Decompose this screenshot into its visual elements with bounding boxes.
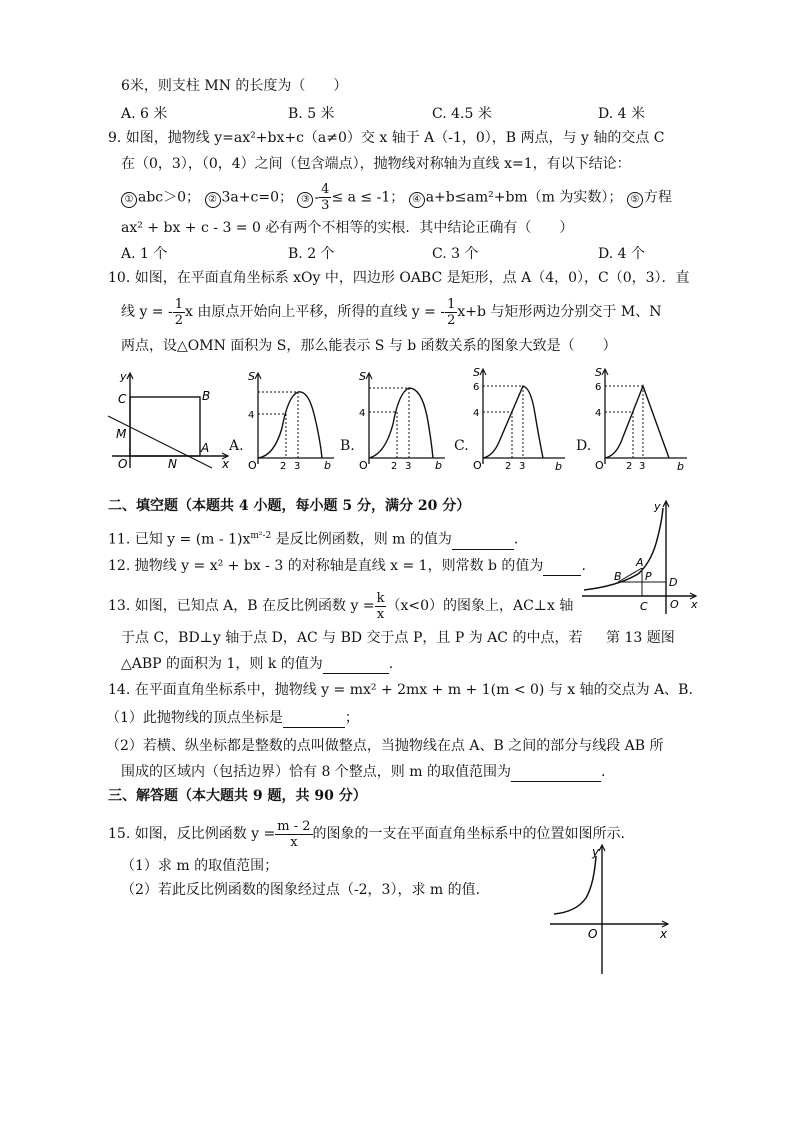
label-o: O <box>248 459 257 472</box>
label-s: S <box>359 370 366 383</box>
q9-c3-pre: - <box>314 189 320 206</box>
q9-c3-frac <box>319 182 331 213</box>
label-c: C <box>118 392 127 406</box>
q15-part1: （1）求 m 的取值范围； <box>121 858 279 874</box>
q9-option-c[interactable]: C. 3 个 <box>432 246 479 262</box>
tick-4: 4 <box>595 408 602 419</box>
q9-c4: a+b≤am²+bm（m 为实数）； <box>425 189 623 206</box>
q10-line2-c: x+b 与矩形两边分别交于 M、N <box>457 304 662 320</box>
q10-graph-d <box>591 364 691 474</box>
q9-c3-post: ≤ a ≤ -1； <box>331 189 405 206</box>
q10-frac-2 <box>445 297 457 328</box>
segment-ab <box>618 568 642 582</box>
label-o: O <box>118 457 128 471</box>
section3-title: 三、解答题（本大题共 9 题，共 90 分） <box>108 788 367 804</box>
label-b: b <box>324 459 331 472</box>
label-n: N <box>168 457 177 471</box>
frac-num: m - 2 <box>277 818 311 834</box>
q13-pre: 13. 如图，已知点 A，B 在反比例函数 y = <box>108 598 375 614</box>
q14-part3 <box>121 762 794 782</box>
q8-option-d[interactable]: D. 4 米 <box>598 106 645 122</box>
mark-3: ③ <box>297 192 313 208</box>
q11-pre: 11. 已知 y = (m - 1)x <box>108 531 251 548</box>
label-y: y <box>120 370 127 383</box>
q10-line1: 10. 如图，在平面直角坐标系 xOy 中，四边形 OABC 是矩形，点 A（4，0），C（0，3）．直 <box>108 270 690 286</box>
q14-p3-end: . <box>600 764 606 780</box>
label-d: D <box>669 576 678 589</box>
label-x: x <box>691 598 698 611</box>
q15-figure <box>548 842 672 978</box>
curve <box>369 388 433 458</box>
q8-option-b[interactable]: B. 5 米 <box>288 106 335 122</box>
label-b: B <box>202 389 211 403</box>
q10-option-b[interactable]: B. <box>340 438 355 454</box>
q9-c1: abc＞0； <box>138 189 201 206</box>
q14-p3: 围成的区域内（包括边界）恰有 8 个整点，则 m 的取值范围为 <box>121 764 511 780</box>
q11-end: . <box>513 531 519 548</box>
label-b: b <box>677 460 684 473</box>
label-m: M <box>116 427 127 441</box>
q15-post: 的图象的一支在平面直角坐标系中的位置如图所示. <box>312 826 625 842</box>
curve <box>605 386 669 458</box>
q12-answer-blank[interactable] <box>543 561 581 576</box>
label-o: O <box>595 459 604 472</box>
label-o: O <box>588 927 598 941</box>
q9-line1: 9. 如图，抛物线 y=ax²+bx+c（a≠0）交 x 轴于 A（-1，0），B 两点，与 y 轴的交点 C <box>108 130 665 146</box>
q10-line3: 两点，设△OMN 面积为 S，那么能表示 S 与 b 函数关系的图象大致是（ ） <box>121 338 617 354</box>
q9-conclusions <box>121 182 794 213</box>
q13-post: （x<0）的图象上，AC⊥x 轴 <box>386 598 574 614</box>
tick-3: 3 <box>294 461 301 472</box>
frac-num: 1 <box>447 296 456 312</box>
q10-option-a[interactable]: A. <box>229 438 244 454</box>
q10-option-c[interactable]: C. <box>454 438 469 454</box>
curve <box>258 392 322 458</box>
label-y: y <box>592 845 600 859</box>
label-a: A <box>636 556 644 569</box>
q14-p1-blank[interactable] <box>283 713 345 728</box>
frac-den: 3 <box>321 198 330 213</box>
q8-tail: 6米，则支柱 MN 的长度为（ ） <box>121 78 348 94</box>
q10-line2-a: 线 y = - <box>121 304 173 320</box>
tick-4: 4 <box>359 408 366 419</box>
mark-4: ④ <box>409 192 425 208</box>
q11-answer-blank[interactable] <box>452 535 514 550</box>
tick-3: 3 <box>639 461 646 472</box>
q8-option-c[interactable]: C. 4.5 米 <box>432 106 492 122</box>
frac-num: 4 <box>321 182 330 197</box>
tick-2: 2 <box>505 461 512 472</box>
hyperbola-branch <box>554 856 596 914</box>
label-a: A <box>201 441 210 455</box>
label-o: O <box>473 459 482 472</box>
q11-post: 是反比例函数，则 m 的值为 <box>271 531 452 548</box>
q13-end: . <box>388 656 394 672</box>
q9-option-a[interactable]: A. 1 个 <box>121 246 168 262</box>
q13-caption: 第 13 题图 <box>606 630 675 646</box>
frac-den: x <box>376 606 385 622</box>
q10-line2 <box>121 296 794 328</box>
rectangle-oabc <box>130 397 200 456</box>
label-y: y <box>654 500 661 513</box>
q10-rectangle-figure <box>104 368 234 474</box>
tick-4: 4 <box>473 408 480 419</box>
q8-option-a[interactable]: A. 6 米 <box>121 106 168 122</box>
q12-pre: 12. 抛物线 y = x² + bx - 3 的对称轴是直线 x = 1，则常数 b 的值为 <box>108 558 544 574</box>
q13-line3-text: △ABP 的面积为 1，则 k 的值为 <box>121 656 323 672</box>
curve <box>483 386 543 458</box>
q14-part2: （2）若横、纵坐标都是整数的点叫做整点，当抛物线在点 A、B 之间的部分与线段 AB 所 <box>106 738 664 754</box>
q13-answer-blank[interactable] <box>323 659 389 674</box>
q10-frac-1 <box>173 297 185 328</box>
frac-den: 2 <box>447 312 456 328</box>
label-s: S <box>248 370 255 383</box>
mark-2: ② <box>205 192 221 208</box>
q14-p3-blank[interactable] <box>511 767 601 782</box>
tick-2: 2 <box>280 461 287 472</box>
q9-line4: ax² + bx + c - 3 = 0 必有两个不相等的实根．其中结论正确有（ ） <box>121 220 574 236</box>
section2-title: 二、填空题（本题共 4 小题，每小题 5 分，满分 20 分） <box>108 498 471 514</box>
tick-3: 3 <box>519 461 526 472</box>
mark-1: ① <box>121 192 137 208</box>
mark-5: ⑤ <box>627 192 643 208</box>
label-o: O <box>670 598 679 611</box>
label-b: b <box>555 460 562 473</box>
label-s: S <box>473 366 480 379</box>
q15-part2: （2）若此反比例函数的图象经过点（-2，3），求 m 的值. <box>121 882 481 898</box>
q10-graph-a <box>244 368 339 474</box>
frac-den: x <box>290 834 298 850</box>
label-b: b <box>435 459 442 472</box>
q14-p1: （1）此抛物线的顶点坐标是 <box>106 710 283 726</box>
label-c: C <box>640 600 648 613</box>
q9-option-b[interactable]: B. 2 个 <box>288 246 335 262</box>
q10-line2-b: x 由原点开始向上平移，所得的直线 y = - <box>185 304 446 320</box>
q13-frac <box>375 591 387 622</box>
q13-line2: 于点 C，BD⊥y 轴于点 D，AC 与 BD 交于点 P，且 P 为 AC 的中点，若 <box>121 630 583 646</box>
frac-num: k <box>376 590 385 606</box>
q10-option-d[interactable]: D. <box>576 438 592 454</box>
q14-line1: 14. 在平面直角坐标系中，抛物线 y = mx² + 2mx + m + 1(m < 0) 与 x 轴的交点为 A、B. <box>108 682 693 698</box>
label-p: P <box>645 570 652 583</box>
tick-3: 3 <box>405 461 412 472</box>
q9-line2: 在（0，3），（0，4）之间（包含端点），抛物线对称轴为直线 x=1，有以下结论： <box>121 156 631 172</box>
label-s: S <box>595 366 602 379</box>
q9-c2: 3a+c=0； <box>221 189 293 206</box>
label-o: O <box>359 459 368 472</box>
frac-den: 2 <box>174 312 184 328</box>
q9-c5: 方程 <box>643 189 672 206</box>
label-x: x <box>222 457 230 471</box>
tick-4: 4 <box>248 410 255 421</box>
q14-part1 <box>106 708 794 728</box>
label-b: B <box>614 570 622 583</box>
q13-line3 <box>121 654 794 674</box>
q12-end: . <box>581 558 586 574</box>
tick-6: 6 <box>473 382 480 393</box>
q9-option-d[interactable]: D. 4 个 <box>598 246 645 262</box>
q10-graph-c <box>469 364 569 474</box>
q10-graph-b <box>355 368 450 474</box>
q11-exp: m²-2 <box>250 531 272 541</box>
q13-figure <box>578 496 702 616</box>
frac-num: 1 <box>174 296 184 312</box>
tick-2: 2 <box>391 461 398 472</box>
tick-6: 6 <box>595 382 602 393</box>
q15-pre: 15. 如图，反比例函数 y = <box>108 826 276 842</box>
q15-frac <box>275 819 312 850</box>
label-x: x <box>660 927 668 941</box>
q15-line1 <box>108 818 794 850</box>
tick-2: 2 <box>626 461 633 472</box>
q14-p1-end: ； <box>344 710 359 726</box>
